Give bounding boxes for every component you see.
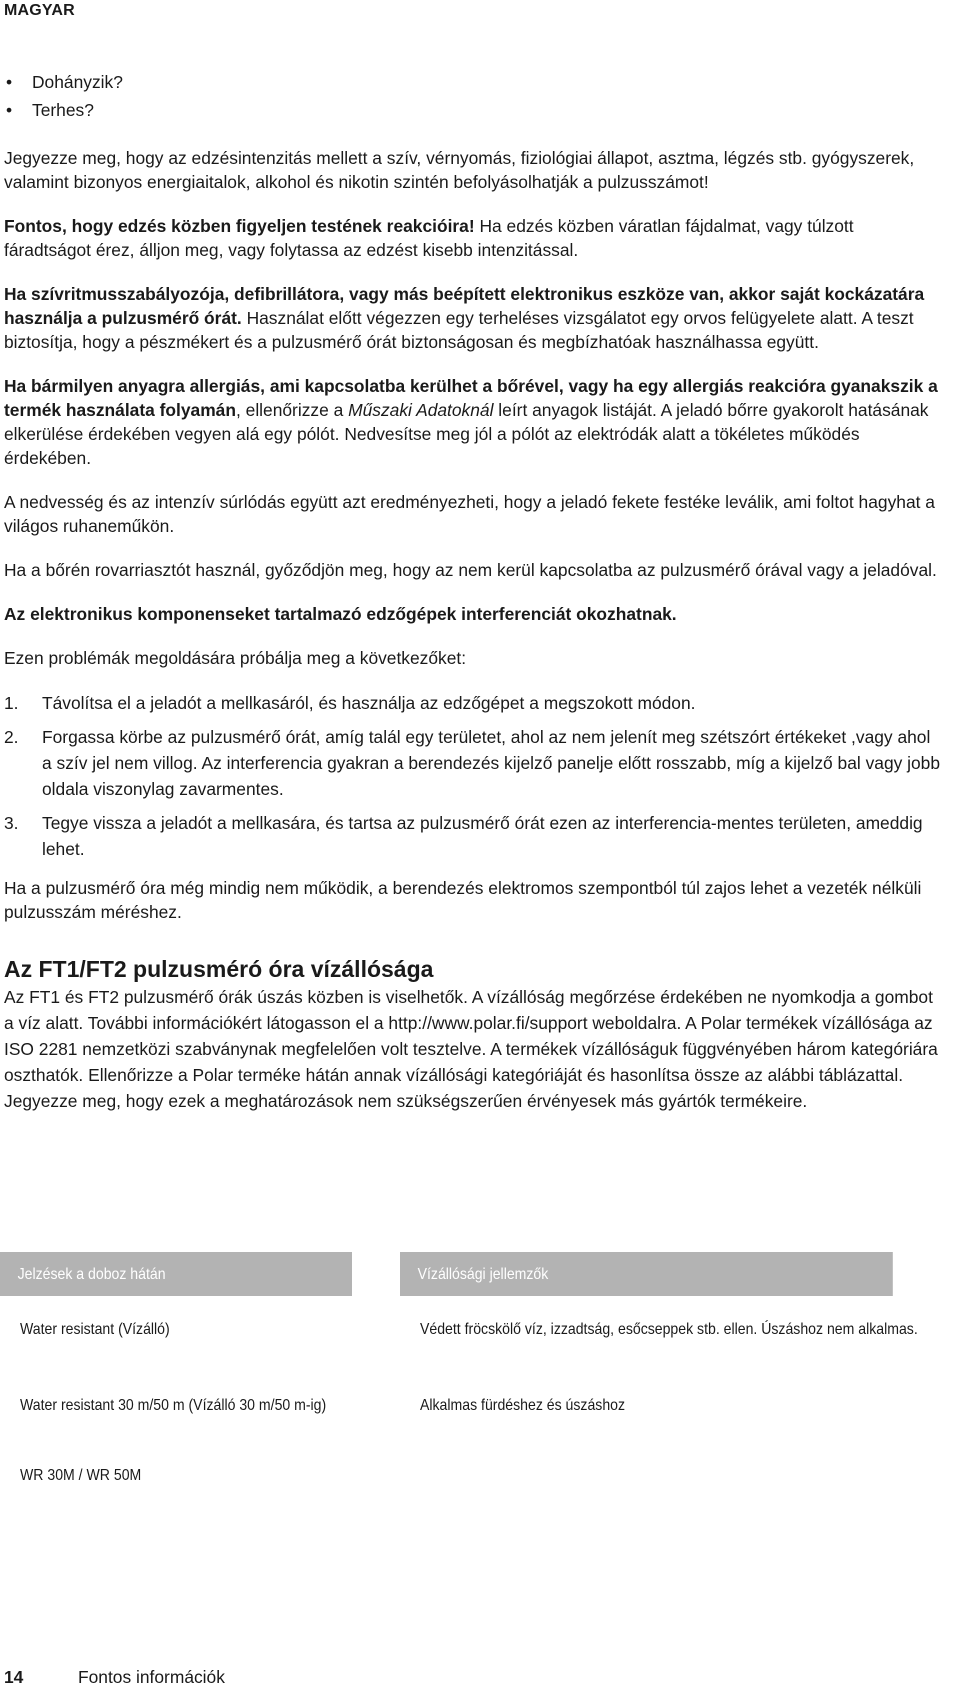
table-header-row — [0, 1252, 960, 1296]
paragraph-allergy: Ha bármilyen anyagra allergiás, ami kapcsolatba kerülhet a bőrével, vagy ha egy allergiás reakcióra gyanakszik a termék használata folyamán, ellenőrizze a Műszaki Adatoknál leírt anyagok listáját. A jeladó bőrre gyakorolt hatásának elkerülése érdekében vegyen alá egy pólót. Nedvesítse meg jól a pólót az elektródák alatt a tökéletes működés érdekében. — [4, 376, 938, 468]
section-title: Az FT1/FT2 pulzusméró óra vízállósága — [4, 956, 434, 982]
question-list — [4, 68, 944, 124]
section-body: Az FT1 és FT2 pulzusmérő órák úszás közben is viselhetők. A vízállóság megőrzése érdekében ne nyomkodja a gombot a víz alatt. További információkért látogasson el a http://www.polar.fi/support weboldalra. A Polar termékek vízállósága az ISO 2281 nemzetközi szabványnak megfelelően volt tesztelve. A termékek vízállóságuk függvényében három kategóriára oszthatók. Ellenőrizze a Polar terméke hátán annak vízállósági kategóriáját és hasonlítsa össze az alábbi táblázattal. Jegyezze meg, hogy ezek a meghatározások nem szükségszerűen érvényesek más gyártók termékeire. — [4, 987, 938, 1111]
page-footer — [4, 1667, 225, 1687]
table-cell: Alkalmas fürdéshez és úszáshoz — [420, 1397, 626, 1414]
table-row — [0, 1374, 960, 1456]
page-number: 14 — [4, 1667, 24, 1687]
table-header-markings: Jelzések a doboz hátán — [0, 1252, 352, 1296]
table-row — [0, 1456, 960, 1504]
list-item: 1. Távolítsa el a jeladót a mellkasáról, és használja az edzőgépet a megszokott módon. — [4, 693, 696, 713]
paragraph-attention: Fontos, hogy edzés közben figyeljen testének reakcióira! Ha edzés közben váratlan fájdalmat, vagy túlzott fáradtságot érez, álljon meg, vagy folytassa az edzést kisebb intenzitással. — [4, 216, 854, 260]
list-item: 2. Forgassa körbe az pulzusmérő órát, amíg talál egy területet, ahol az nem jelenít meg szétszórt értékeket ,vagy ahol a szív jel nem villog. Az interferencia gyakran a berendezés kijelző panelje előtt rosszabb, míg a kijelző bal vagy jobb oldala viszonylag zavarmentes. — [4, 727, 941, 799]
paragraph-intensity: Jegyezze meg, hogy az edzésintenzitás mellett a szív, vérnyomás, fiziológiai állapot, asztma, légzés stb. gyógyszerek, valamint bizonyos energiaitalok, alkohol és nikotin szintén befolyásolhatják a pulzusszámot! — [4, 148, 915, 192]
main-content — [4, 68, 944, 1114]
table-cell: Water resistant (Vízálló) — [20, 1321, 170, 1338]
table-row — [0, 1296, 960, 1374]
table-cell: Water resistant 30 m/50 m (Vízálló 30 m/50 m-ig) — [20, 1397, 327, 1414]
footer-section-title: Fontos információk — [78, 1667, 225, 1687]
paragraph-try-following: Ezen problémák megoldására próbálja meg a következőket: — [4, 648, 467, 668]
water-resistance-table — [0, 1252, 960, 1504]
table-header-characteristics: Vízállósági jellemzők — [400, 1252, 893, 1296]
paragraph-interference-heading: Az elektronikus komponenseket tartalmazó edzőgépek interferenciát okozhatnak. — [4, 604, 677, 624]
paragraph-pacemaker: Ha szívritmusszabályozója, defibrillátora, vagy más beépített elektronikus eszköze van, akkor saját kockázatára használja a pulzusmérő órát. Használat előtt végezzen egy terheléses vizsgálatot egy orvos felügyelete alatt. A teszt biztosítja, hogy a pészmékert és a pulzusmérő órát biztonságosan és megbízhatóak használhassa együtt. — [4, 284, 925, 352]
language-label: MAGYAR — [4, 2, 75, 19]
bullet-icon: • — [6, 100, 13, 120]
table-cell: WR 30M / WR 50M — [20, 1467, 142, 1484]
water-resistance-table-container — [0, 1252, 960, 1504]
paragraph-moisture: A nedvesség és az intenzív súrlódás együtt azt eredményezheti, hogy a jeladó fekete festéke leválik, ami foltot hagyhat a világos ruhaneműkön. — [4, 492, 935, 536]
list-item: • Dohányzik? — [4, 68, 944, 96]
list-item: 3. Tegye vissza a jeladót a mellkasára, és tartsa az pulzusmérő órát ezen az interferencia-mentes területen, ameddig lehet. — [4, 813, 923, 859]
table-cell: Védett fröcskölő víz, izzadtság, esőcseppek stb. ellen. Úszáshoz nem alkalmas. — [420, 1321, 918, 1338]
list-item: • Terhes? — [4, 96, 944, 124]
paragraph-insect-repellent: Ha a bőrén rovarriasztót használ, győződjön meg, hogy az nem kerül kapcsolatba az pulzusmérő órával vagy a jeladóval. — [4, 560, 937, 580]
paragraph-still-not-working: Ha a pulzusmérő óra még mindig nem működik, a berendezés elektromos szempontból túl zajos lehet a vezeték nélküli pulzusszám méréshez. — [4, 878, 922, 922]
steps-list — [4, 690, 944, 862]
bullet-icon: • — [6, 72, 13, 92]
